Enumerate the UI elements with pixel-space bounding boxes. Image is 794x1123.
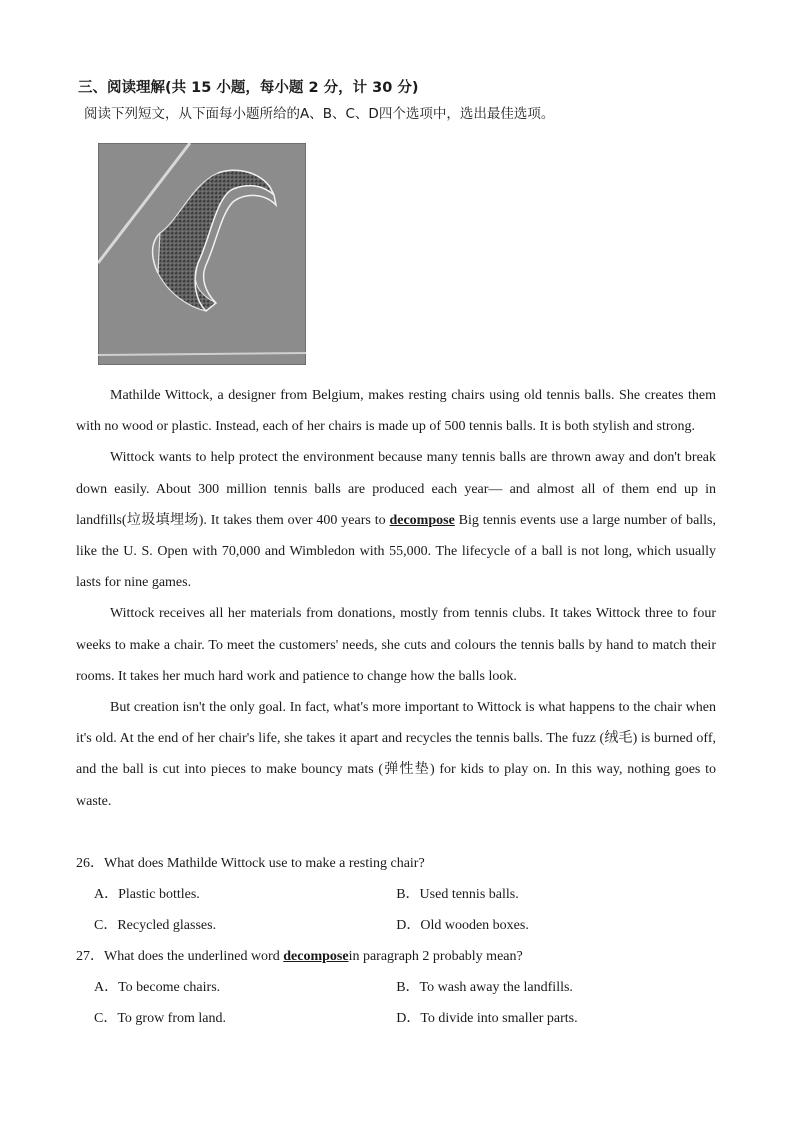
question-26-options-row-1 — [76, 879, 716, 910]
question-27-stem-b: in paragraph 2 probably mean? — [348, 949, 523, 964]
paragraph-3: Wittock receives all her materials from donations, mostly from tennis clubs. It takes Wittock three to four weeks to make a chair. To meet the customers' needs, she cuts and colours the tennis balls by hand to match their rooms. It takes her much hard work and patience to change how the balls look. — [76, 606, 716, 684]
question-27-options-row-1 — [76, 972, 716, 1003]
question-27-option-d[interactable]: D．To divide into smaller parts. — [396, 1011, 578, 1026]
question-27-option-c[interactable]: C．To grow from land. — [94, 1011, 227, 1026]
question-26-stem: 26．What does Mathilde Wittock use to make a resting chair? — [76, 856, 425, 871]
question-27-option-a[interactable]: A．To become chairs. — [94, 980, 221, 995]
question-26-option-b[interactable]: B．Used tennis balls. — [396, 887, 519, 902]
question-27-stem-a: 27．What does the underlined word — [76, 949, 284, 964]
tennis-ball-chair-photo — [98, 143, 306, 365]
section-instruction: 阅读下列短文，从下面每小题所给的A、B、C、D四个选项中，选出最佳选项。 — [84, 106, 555, 122]
paragraph-2-text-b: Big tennis events use a large number of balls, like the U. S. Open with 70,000 and Wimbledon with 55,000. The lifecycle of a ball is not long, which usually lasts for nine games. — [76, 512, 717, 591]
question-list — [76, 848, 716, 1034]
question-27-options-row-2 — [76, 1003, 716, 1034]
question-27-stem — [76, 941, 716, 972]
paragraph-1: Mathilde Wittock, a designer from Belgium, makes resting chairs using old tennis balls. She creates them with no wood or plastic. Instead, each of her chairs is made up of 500 tennis balls. It is both stylish and strong. — [76, 388, 716, 435]
paragraph-2 — [76, 442, 716, 598]
question-26-option-c[interactable]: C．Recycled glasses. — [94, 918, 217, 933]
question-26-option-d[interactable]: D．Old wooden boxes. — [396, 918, 529, 933]
paragraph-4: But creation isn't the only goal. In fact, what's more important to Wittock is what happens to the chair when it's old. At the end of her chair's life, she takes it apart and recycles the tennis balls. The fuzz (绒毛) is burned off, and the ball is cut into pieces to make bouncy mats (弹性垫) for kids to play on. In this way, nothing goes to waste. — [76, 700, 716, 809]
question-26-options-row-2 — [76, 910, 716, 941]
paragraph-2-text-a: Wittock wants to help protect the environment because many tennis balls are thrown away and don't break down easily. About 300 million tennis balls are produced each year— and almost all of them end up in landfills(垃圾填埋场). It takes them over 400 years to — [76, 450, 716, 528]
question-26-option-a[interactable]: A．Plastic bottles. — [94, 887, 200, 902]
question-27-option-b[interactable]: B．To wash away the landfills. — [396, 980, 573, 995]
question-27-underlined-word: decompose — [283, 949, 349, 964]
underlined-word-decompose: decompose — [389, 512, 455, 528]
section-heading: 三、阅读理解(共 15 小题，每小题 2 分，计 30 分) — [78, 80, 419, 96]
reading-passage — [76, 380, 716, 817]
